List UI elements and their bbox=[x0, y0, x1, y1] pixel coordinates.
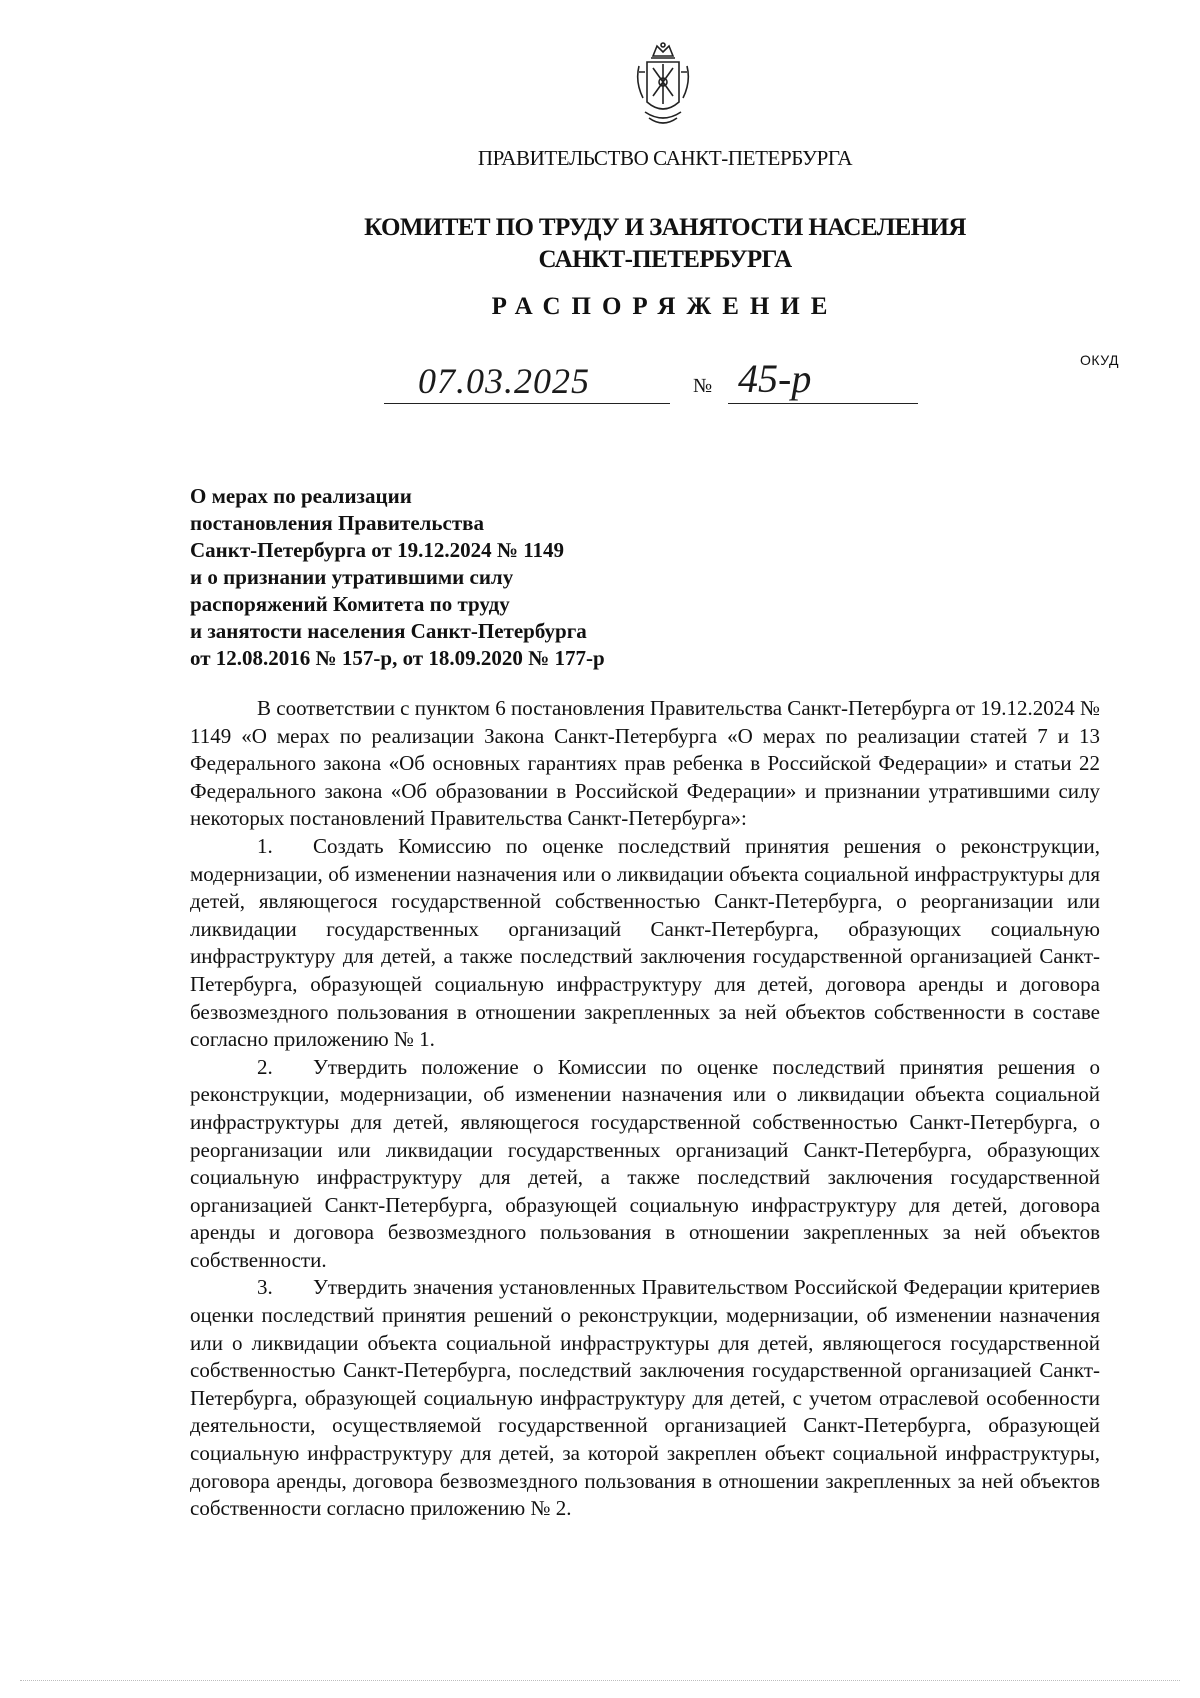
number-sign: № bbox=[693, 375, 713, 397]
document-type: РАСПОРЯЖЕНИЕ bbox=[491, 293, 839, 320]
subject-line: распоряжений Комитета по труду bbox=[190, 592, 510, 616]
scan-artifact-line bbox=[20, 1680, 1180, 1681]
number-underline bbox=[728, 403, 918, 404]
handwritten-date: 07.03.2025 bbox=[418, 361, 590, 401]
subject-line: Санкт-Петербурга от 19.12.2024 № 1149 bbox=[190, 538, 565, 562]
preamble-paragraph: В соответствии с пунктом 6 постановления Правительства Санкт-Петербурга от 19.12.2024 № 1149 «О мерах по реализации Закона Санкт-Петербурга «О мерах по реализации статей 7 и 13 Федерального закона «Об основных гарантиях прав ребенка в Российской Федерации» и статьи 22 Федерального закона «Об образовании в Российской Федерации» и признании утратившими силу некоторых постановлений Правительства Санкт-Петербурга»: bbox=[190, 696, 1100, 831]
committee-title-line2: САНКТ-ПЕТЕРБУРГА bbox=[538, 246, 792, 273]
clause-text: Создать Комиссию по оценке последствий принятия решения о реконструкции, модернизации, об изменении назначения или о ликвидации объекта социальной инфраструктуры для детей, являющегося государственной собственностью Санкт-Петербурга, о реорганизации или ликвидации государственных организаций Санкт-Петербурга, образующих социальную инфраструктуру для детей, а также последствий заключения государственной организацией Санкт-Петербурга, образующей социальную инфраструктуру для детей, договора аренды и договора безвозмездного пользования в отношении закрепленных за ней объектов собственности в составе согласно приложению № 1. bbox=[190, 833, 1100, 1052]
clause-text: Утвердить положение о Комиссии по оценке последствий принятия решения о реконструкции, модернизации, об изменении назначения или о ликвидации объекта социальной инфраструктуры для детей, являющегося государственной собственностью Санкт-Петербурга, о реорганизации или ликвидации государственных организаций Санкт-Петербурга, образующих социальную инфраструктуру для детей, а также последствий заключения государственной организацией Санкт-Петербурга, образующей социальную инфраструктуру для детей, договора аренды и договора безвозмездного пользования в отношении закрепленных за ней объектов собственности. bbox=[190, 1054, 1100, 1272]
handwritten-number: 45-р bbox=[738, 356, 812, 401]
document-subject bbox=[190, 483, 605, 672]
committee-title bbox=[0, 212, 1200, 276]
government-title: ПРАВИТЕЛЬСТВО САНКТ-ПЕТЕРБУРГА bbox=[477, 146, 853, 170]
subject-line: постановления Правительства bbox=[190, 511, 484, 535]
clause-number: 2. bbox=[257, 1054, 273, 1079]
coat-of-arms-emblem bbox=[631, 42, 695, 130]
subject-line: и о признании утратившими силу bbox=[190, 565, 514, 589]
clause-3 bbox=[190, 1274, 1100, 1522]
clause-number: 1. bbox=[257, 833, 273, 858]
clause-2 bbox=[190, 1054, 1100, 1275]
document-body bbox=[190, 695, 1100, 1523]
clause-text: Утвердить значения установленных Правительством Российской Федерации критериев оценки последствий принятия решений о реконструкции, модернизации, об изменении назначения или о ликвидации объекта социальной инфраструктуры для детей, являющегося государственной собственностью Санкт-Петербурга, последствий заключения государственной организацией Санкт-Петербурга, образующей социальную инфраструктуру для детей, с учетом отраслевой особенности деятельности, осуществляемой государственной организацией Санкт-Петербурга, образующей социальную инфраструктуру для детей, за которой закреплен объект социальной инфраструктуры, договора аренды, договора безвозмездного пользования в отношении закрепленных за ней объектов собственности согласно приложению № 2. bbox=[190, 1275, 1100, 1521]
committee-title-line1: КОМИТЕТ ПО ТРУДУ И ЗАНЯТОСТИ НАСЕЛЕНИЯ bbox=[364, 214, 966, 241]
subject-line: от 12.08.2016 № 157-р, от 18.09.2020 № 177-р bbox=[190, 646, 605, 670]
subject-line: и занятости населения Санкт-Петербурга bbox=[190, 619, 587, 643]
clause-number: 3. bbox=[257, 1275, 273, 1300]
clause-1 bbox=[190, 833, 1100, 1054]
subject-line: О мерах по реализации bbox=[190, 484, 412, 508]
okud-label: ОКУД bbox=[1080, 352, 1119, 368]
date-underline bbox=[384, 403, 670, 404]
